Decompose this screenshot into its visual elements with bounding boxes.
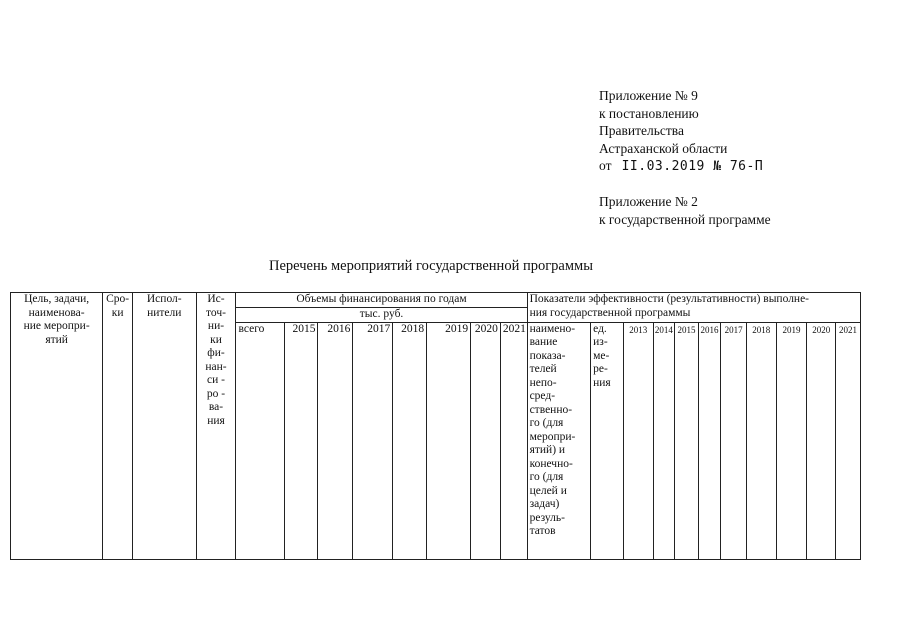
indicators-header: Показатели эффективности (результативности) выполне- ния государственной программы: [527, 293, 860, 323]
funding-volume-header: Объемы финансирования по годам: [236, 293, 527, 308]
appendix-9-block: [599, 87, 763, 176]
appendix-line: к постановлению: [599, 105, 699, 121]
date-prefix: от: [599, 158, 612, 173]
indicator-year-header: 2019: [776, 322, 807, 559]
funding-year-header: 2019: [427, 322, 471, 559]
funding-year-header: 2015: [284, 322, 318, 559]
appendix-line: Астраханской области: [599, 140, 728, 156]
executors-header: Испол- нители: [132, 293, 196, 560]
funding-year-header: 2020: [471, 322, 501, 559]
indicator-name-header: наимено- вание показа- телей непо- сред- ственно- го (для меропри- ятий) и конечно- го (для целей и задач) резуль- татов: [527, 322, 591, 559]
appendix-line: Приложение № 2: [599, 194, 698, 209]
indicator-year-header: 2013: [623, 322, 653, 559]
funding-year-header: 2016: [318, 322, 353, 559]
appendix-2-block: [599, 193, 771, 228]
appendix-line: Приложение № 9: [599, 88, 698, 103]
appendix-line: Правительства: [599, 123, 684, 138]
funding-year-header: 2021: [500, 322, 527, 559]
measures-table: [10, 292, 861, 560]
indicator-year-header: 2021: [836, 322, 861, 559]
appendix-date-line: [599, 157, 763, 176]
indicator-year-header: 2015: [675, 322, 699, 559]
indicator-year-header: 2016: [698, 322, 721, 559]
funding-year-header: 2017: [353, 322, 393, 559]
date-number-handwritten: II.03.2019 № 76-П: [621, 159, 764, 174]
indicator-year-header: 2017: [721, 322, 747, 559]
funding-sources-header: Ис- точ- ни- ки фи- нан- си - ро - ва- ния: [196, 293, 236, 560]
indicator-year-header: 2014: [653, 322, 675, 559]
indicator-year-header: 2020: [807, 322, 836, 559]
indicator-year-header: 2018: [746, 322, 776, 559]
terms-header: Сро- ки: [103, 293, 133, 560]
document-title: Перечень мероприятий государственной программы: [269, 258, 593, 274]
funding-unit: тыс. руб.: [236, 307, 527, 322]
funding-total-header: всего: [236, 322, 284, 559]
appendix-line: к государственной программе: [599, 211, 771, 227]
unit-of-measure-header: ед. из- ме- ре- ния: [591, 322, 624, 559]
funding-year-header: 2018: [393, 322, 427, 559]
goal-header: Цель, задачи, наименова- ние меропри- ятий: [11, 293, 103, 560]
